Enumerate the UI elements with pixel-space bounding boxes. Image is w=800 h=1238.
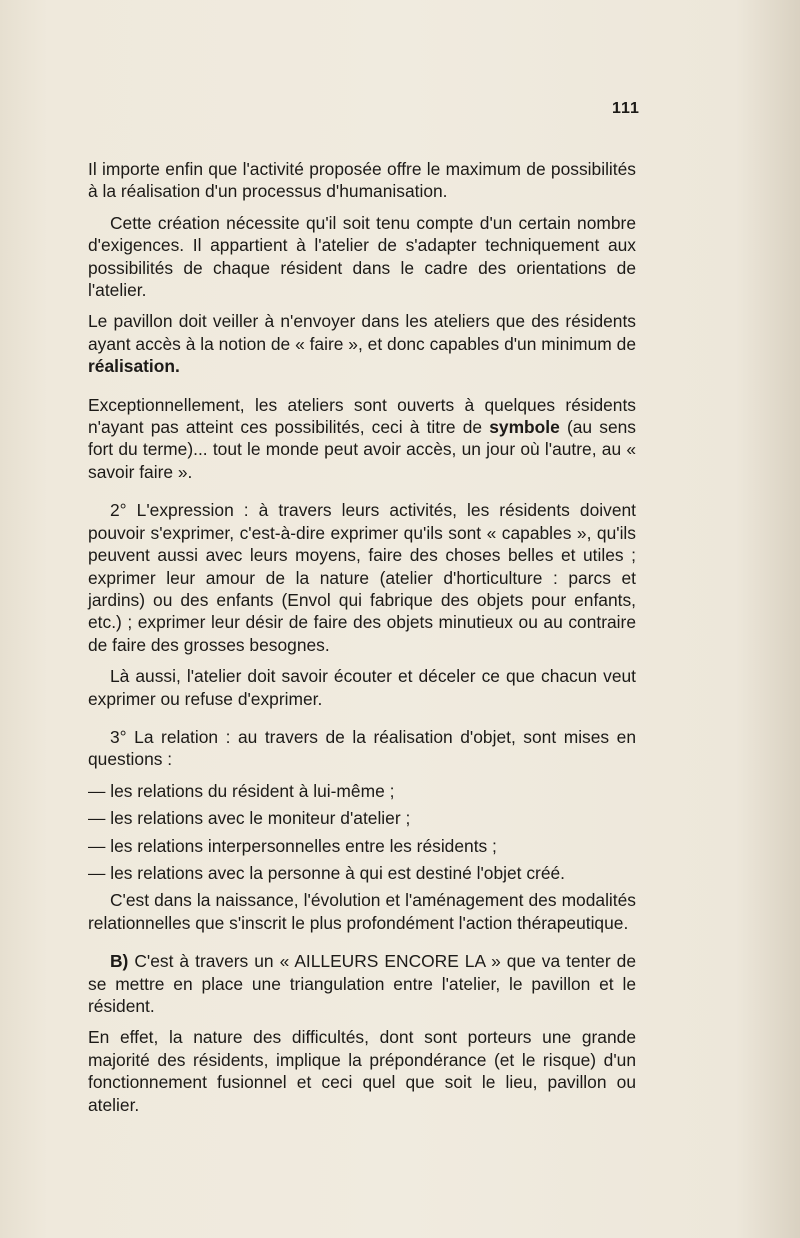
paragraph-text: Le pavillon doit veiller à n'envoyer dans les ateliers que des résidents ayant accès à la notion de « faire », et donc capables d'un minimum de xyxy=(88,311,636,354)
paragraph-pavillon xyxy=(88,310,636,377)
list-item: — les relations avec la personne à qui est destiné l'objet créé. xyxy=(88,862,566,883)
paragraph-exceptionnellement xyxy=(88,394,636,484)
section-marker: B) xyxy=(110,951,129,972)
paragraph-text: Il importe enfin que l'activité proposée offre le maximum de possibilités à la réalisation d'un processus d'humanisation. xyxy=(88,159,636,202)
paragraph-la-aussi xyxy=(88,665,636,710)
paragraph-text: 2° L'expression : à travers leurs activités, les résidents doivent pouvoir s'exprimer, c'est-à-dire exprimer qu'ils sont « capables », qu'ils peuvent aussi avec leurs moyens, faire des choses belles et utiles ; exprimer leur amour de la nature (atelier d'horticulture : parcs et jardins) ou des enfants (Envol qui fabrique des objets pour enfants, etc.) ; exprimer leur désir de faire des objets minutieux ou au contraire de faire des grosses besognes. xyxy=(88,500,636,655)
bold-term: réalisation. xyxy=(88,356,180,377)
paragraph-expression xyxy=(88,499,636,656)
paragraph-text: 3° La relation : au travers de la réalisation d'objet, sont mises en questions : xyxy=(88,726,636,770)
paragraph-exigences xyxy=(88,212,636,302)
paragraph-section-b xyxy=(88,950,636,1017)
paragraph-naissance xyxy=(88,889,636,934)
paragraph-suffix: (au sens fort du terme)... tout le monde peut avoir accès, un jour où l'autre, au « savoir faire ». xyxy=(88,417,636,482)
paragraph-text: En effet, la nature des difficultés, dont sont porteurs une grande majorité des résidents, implique la prépondérance (et le risque) d'un fonctionnement fusionnel et ceci quel que soit le lieu, pavillon ou atelier. xyxy=(88,1027,636,1115)
paragraph-text: Cette création nécessite qu'il soit tenu compte d'un certain nombre d'exigences. Il appartient à l'atelier de s'adapter techniquement aux possibilités de chaque résident dans le cadre des orientations de l'atelier. xyxy=(88,212,636,301)
paragraph-intro xyxy=(88,158,636,203)
body-text xyxy=(88,158,636,1125)
bold-term: symbole xyxy=(489,417,560,438)
paragraph-text: Là aussi, l'atelier doit savoir écouter et déceler ce que chacun veut exprimer ou refuse d'exprimer. xyxy=(88,666,636,709)
page-number: 111 xyxy=(612,100,640,117)
paragraph-text: C'est dans la naissance, l'évolution et l'aménagement des modalités relationnelles que s'inscrit le plus profondément l'action thérapeutique. xyxy=(88,890,636,933)
paragraph-en-effet xyxy=(88,1026,636,1116)
list-item: — les relations avec le moniteur d'atelier ; xyxy=(88,808,411,829)
paragraph-relation xyxy=(88,726,636,771)
paragraph-text: C'est à travers un « AILLEURS ENCORE LA » que va tenter de se mettre en place une triangulation entre l'atelier, le pavillon et le résident. xyxy=(88,951,636,1016)
list-item: — les relations du résident à lui-même ; xyxy=(88,780,395,801)
list-item: — les relations interpersonnelles entre les résidents ; xyxy=(88,835,497,856)
paragraph-text: Exceptionnellement, les ateliers sont ouverts à quelques résidents n'ayant pas atteint ces possibilités, ceci à titre de xyxy=(88,394,636,438)
